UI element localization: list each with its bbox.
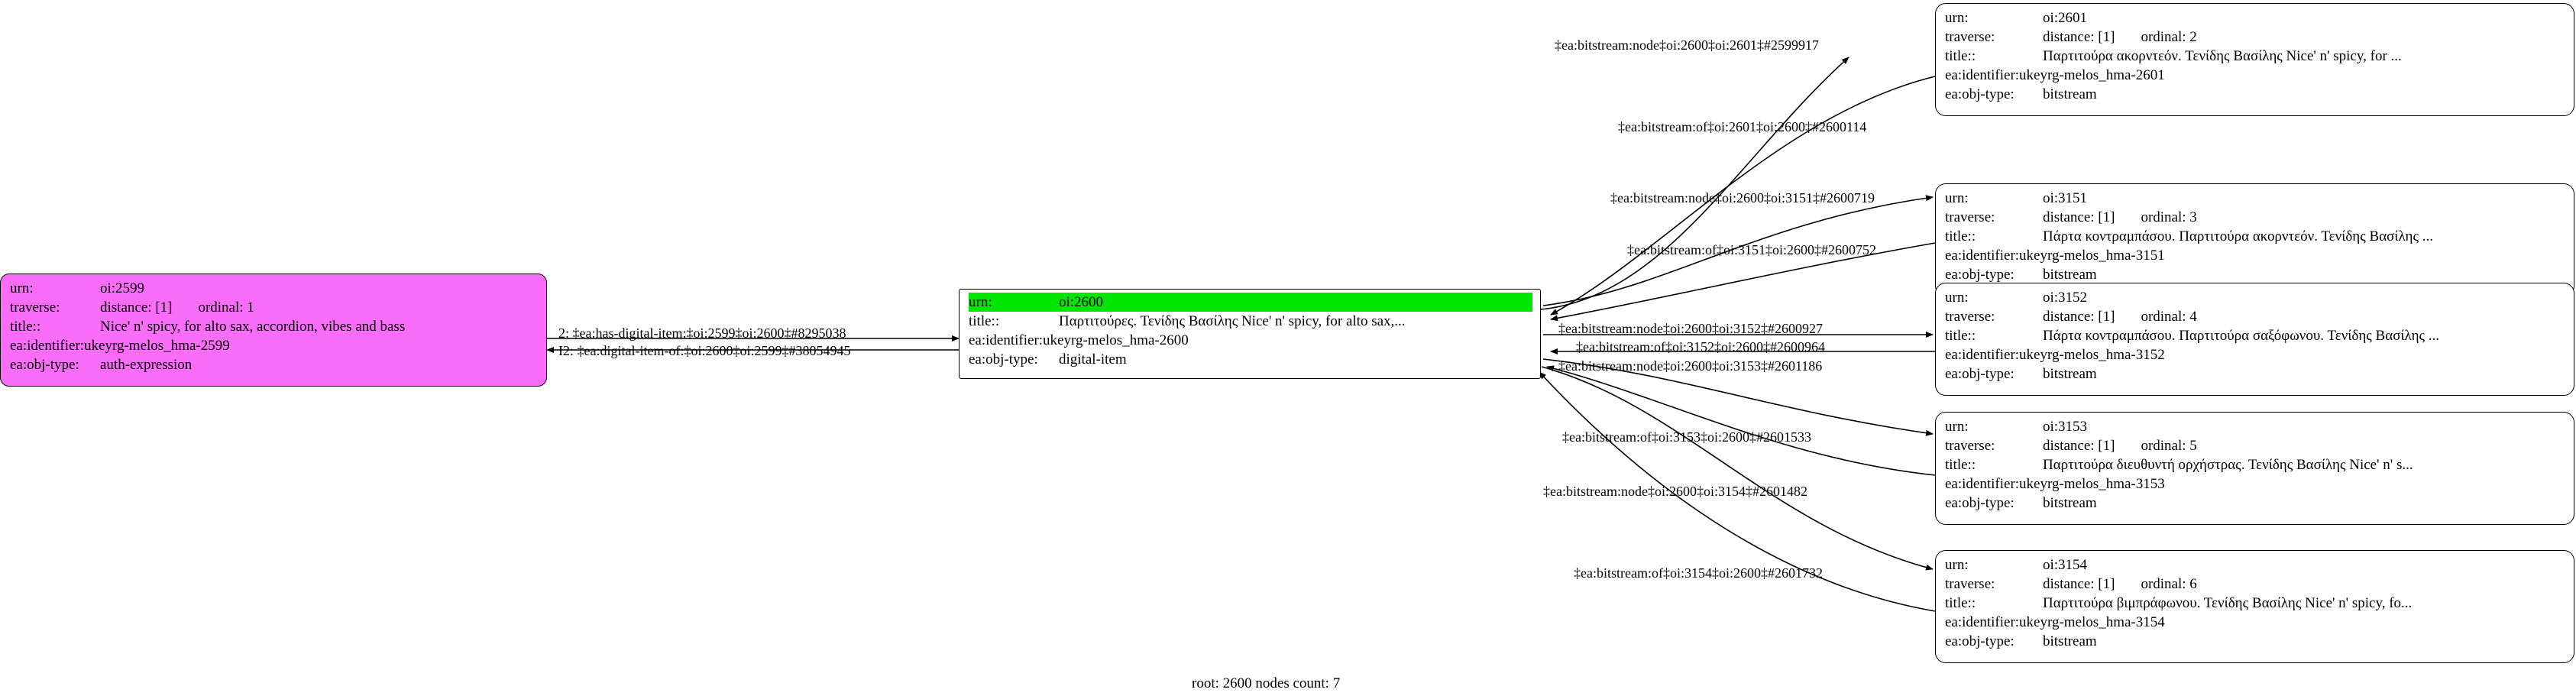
- value-urn: oi:3154: [2043, 557, 2088, 573]
- edge-label-source-center-line1: 2: ‡ea:has-digital-item:‡oi:2599‡oi:2600‡#8295038: [558, 325, 846, 341]
- node-row-urn: [969, 293, 1532, 312]
- node-row-urn: [1945, 417, 2566, 436]
- node-row-traverse: [1945, 307, 2566, 326]
- edge-center-to-2601: [1540, 57, 1935, 315]
- value-traverse-distance: distance: [1]: [2043, 576, 2115, 592]
- node-row-traverse: [1945, 28, 2566, 47]
- value-objtype: bitstream: [2043, 633, 2097, 649]
- node-row-traverse: [1945, 208, 2566, 227]
- value-title: Παρτιτούρα διευθυντή ορχήστρας. Τενίδης Βασίλης Nice' n' s...: [2043, 457, 2413, 473]
- label-urn: urn:: [1945, 190, 1969, 206]
- node-row-traverse: [10, 298, 539, 317]
- node-row-identifier: [1945, 345, 2566, 364]
- label-traverse: traverse:: [1945, 29, 1995, 45]
- node-oi-2599[interactable]: [0, 274, 547, 387]
- label-identifier: ea:identifier:ukey: [1945, 347, 2047, 363]
- label-traverse: traverse:: [1945, 209, 1995, 225]
- value-title: Πάρτα κοντραμπάσου. Παρτιτούρα ακορντεόν. Τενίδης Βασίλης ...: [2043, 228, 2434, 244]
- value-traverse-ordinal: ordinal: 6: [2141, 576, 2197, 592]
- value-identifier: rg-melos_hma-2601: [2047, 67, 2165, 83]
- label-objtype: ea:obj-type:: [969, 351, 1038, 367]
- value-traverse-ordinal: ordinal: 5: [2141, 438, 2197, 454]
- label-objtype: ea:obj-type:: [1945, 366, 2015, 382]
- label-objtype: ea:obj-type:: [1945, 267, 2015, 283]
- value-traverse-distance: distance: [1]: [2043, 438, 2115, 454]
- node-oi-3154[interactable]: [1935, 550, 2574, 663]
- value-title: Nice' n' spicy, for alto sax, accordion, vibes and bass: [100, 319, 406, 335]
- node-row-title: [1945, 227, 2566, 246]
- node-oi-3152[interactable]: [1935, 283, 2574, 396]
- value-identifier: rg-melos_hma-2600: [1071, 332, 1189, 348]
- value-urn: oi:3153: [2043, 419, 2088, 435]
- value-objtype: bitstream: [2043, 86, 2097, 102]
- value-urn: oi:2601: [2043, 10, 2088, 26]
- value-title: Παρτιτούρα βιμπράφωνου. Τενίδης Βασίλης Nice' n' spicy, fo...: [2043, 595, 2413, 611]
- node-oi-2600[interactable]: [959, 289, 1541, 379]
- label-identifier: ea:identifier:ukey: [1945, 476, 2047, 492]
- label-title: title::: [10, 319, 41, 335]
- edge-label-2601-in: ‡ea:bitstream:of‡oi:2601‡oi:2600‡#2600114: [1618, 119, 1867, 134]
- value-traverse-distance: distance: [1]: [2043, 309, 2115, 325]
- edge-label-3151-in: ‡ea:bitstream:of‡oi:3151‡oi:2600‡#2600752: [1627, 242, 1876, 257]
- label-traverse: traverse:: [1945, 438, 1995, 454]
- label-traverse: traverse:: [1945, 309, 1995, 325]
- node-row-objtype: [1945, 265, 2566, 284]
- edge-center-to-3153: [1543, 359, 1935, 475]
- label-urn: urn:: [1945, 557, 1969, 573]
- value-traverse-distance: distance: [1]: [2043, 209, 2115, 225]
- node-row-identifier: [969, 331, 1532, 350]
- node-row-title: [1945, 326, 2566, 345]
- node-row-objtype: [1945, 85, 2566, 104]
- node-row-traverse: [1945, 575, 2566, 594]
- node-row-urn: [1945, 555, 2566, 575]
- edge-label-3152-out: ‡ea:bitstream:node‡oi:2600‡oi:3152‡#2600927: [1558, 321, 1823, 336]
- value-title: Παρτιτούρες. Τενίδης Βασίλης Nice' n' spicy, for alto sax,...: [1059, 313, 1406, 329]
- label-urn: urn:: [969, 294, 992, 310]
- node-row-objtype: [1945, 632, 2566, 651]
- label-traverse: traverse:: [1945, 576, 1995, 592]
- value-title: Πάρτα κοντραμπάσου. Παρτιτούρα σαξόφωνου. Τενίδης Βασίλης ...: [2043, 328, 2440, 344]
- value-traverse-distance: distance: [1]: [2043, 29, 2115, 45]
- label-title: title::: [1945, 228, 1976, 244]
- graph-footer: root: 2600 nodes count: 7: [1192, 675, 1341, 691]
- node-row-identifier: [1945, 66, 2566, 85]
- node-row-identifier: [1945, 613, 2566, 632]
- node-row-objtype: [1945, 364, 2566, 384]
- label-objtype: ea:obj-type:: [1945, 86, 2015, 102]
- label-title: title::: [1945, 48, 1976, 64]
- node-row-identifier: [10, 336, 539, 355]
- label-identifier: ea:identifier:ukey: [1945, 248, 2047, 264]
- value-objtype: bitstream: [2043, 267, 2097, 283]
- node-row-title: [1945, 594, 2566, 613]
- node-row-urn: [1945, 189, 2566, 208]
- label-identifier: ea:identifier:ukey: [969, 332, 1071, 348]
- node-row-identifier: [1945, 474, 2566, 494]
- node-oi-3151[interactable]: [1935, 183, 2574, 296]
- node-row-title: [1945, 455, 2566, 474]
- node-row-title: [10, 317, 539, 336]
- label-urn: urn:: [10, 280, 34, 296]
- edge-label-2601-out: ‡ea:bitstream:node‡oi:2600‡oi:2601‡#2599917: [1555, 37, 1819, 53]
- value-traverse-distance: distance: [1]: [100, 299, 173, 316]
- node-row-title: [969, 312, 1532, 331]
- label-urn: urn:: [1945, 10, 1969, 26]
- node-row-traverse: [1945, 436, 2566, 455]
- node-oi-2601[interactable]: [1935, 3, 2574, 116]
- edge-center-to-3151: [1543, 197, 1935, 319]
- edge-label-3154-out: ‡ea:bitstream:node‡oi:2600‡oi:3154‡#2601482: [1543, 484, 1807, 499]
- value-objtype: auth-expression: [100, 357, 193, 373]
- value-identifier: rg-melos_hma-3154: [2047, 614, 2165, 630]
- label-objtype: ea:obj-type:: [1945, 633, 2015, 649]
- node-row-objtype: [1945, 494, 2566, 513]
- value-traverse-ordinal: ordinal: 2: [2141, 29, 2197, 45]
- value-objtype: bitstream: [2043, 366, 2097, 382]
- node-row-urn: [1945, 288, 2566, 307]
- node-row-title: [1945, 47, 2566, 66]
- edge-label-3153-out: ‡ea:bitstream:node‡oi:2600‡oi:3153‡#2601186: [1558, 358, 1823, 374]
- edge-label-source-center: [558, 325, 850, 360]
- edge-label-3152-in: ‡ea:bitstream:of‡oi:3152‡oi:2600‡#2600964: [1576, 339, 1825, 354]
- label-title: title::: [1945, 595, 1976, 611]
- label-identifier: ea:identifier:ukey: [1945, 67, 2047, 83]
- value-objtype: bitstream: [2043, 495, 2097, 511]
- edge-label-3154-in: ‡ea:bitstream:of‡oi:3154‡oi:2600‡#2601732: [1574, 565, 1823, 581]
- value-urn: oi:2600: [1059, 294, 1104, 310]
- value-urn: oi:3151: [2043, 190, 2088, 206]
- label-title: title::: [1945, 457, 1976, 473]
- node-row-objtype: [969, 350, 1532, 369]
- value-title: Παρτιτούρα ακορντεόν. Τενίδης Βασίλης Nice' n' spicy, for ...: [2043, 48, 2402, 64]
- label-title: title::: [969, 313, 1000, 329]
- value-identifier: rg-melos_hma-3153: [2047, 476, 2165, 492]
- node-row-urn: [10, 279, 539, 298]
- edge-label-3151-out: ‡ea:bitstream:node‡oi:2600‡oi:3151‡#2600719: [1610, 190, 1875, 206]
- value-urn: oi:3152: [2043, 290, 2088, 306]
- value-identifier: rg-melos_hma-2599: [112, 338, 230, 354]
- label-objtype: ea:obj-type:: [1945, 495, 2015, 511]
- value-traverse-ordinal: ordinal: 1: [198, 299, 254, 316]
- label-title: title::: [1945, 328, 1976, 344]
- node-row-objtype: [10, 355, 539, 374]
- label-traverse: traverse:: [10, 299, 60, 316]
- label-urn: urn:: [1945, 290, 1969, 306]
- edge-label-source-center-line2: I2: ‡ea:digital-item-of:‡oi:2600‡oi:2599‡#38054945: [558, 343, 851, 358]
- label-identifier: ea:identifier:ukey: [10, 338, 112, 354]
- value-traverse-ordinal: ordinal: 4: [2141, 309, 2197, 325]
- value-traverse-ordinal: ordinal: 3: [2141, 209, 2197, 225]
- label-identifier: ea:identifier:ukey: [1945, 614, 2047, 630]
- node-row-identifier: [1945, 246, 2566, 265]
- label-urn: urn:: [1945, 419, 1969, 435]
- value-urn: oi:2599: [100, 280, 145, 296]
- node-oi-3153[interactable]: [1935, 412, 2574, 525]
- label-objtype: ea:obj-type:: [10, 357, 79, 373]
- value-identifier: rg-melos_hma-3152: [2047, 347, 2165, 363]
- node-row-urn: [1945, 8, 2566, 28]
- edge-label-3153-in: ‡ea:bitstream:of‡oi:3153‡oi:2600‡#2601533: [1562, 429, 1811, 445]
- value-objtype: digital-item: [1059, 351, 1127, 367]
- value-identifier: rg-melos_hma-3151: [2047, 248, 2165, 264]
